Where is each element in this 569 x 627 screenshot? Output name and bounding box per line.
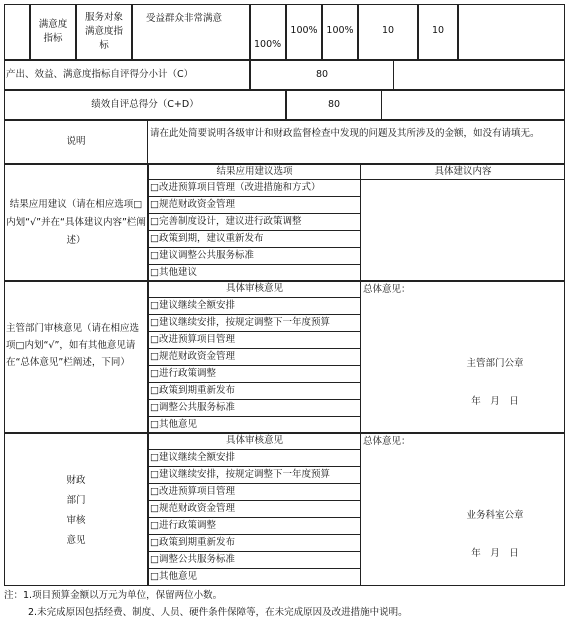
dept-date: 年 月 日 [471,396,519,407]
row1-border-c9 [458,4,565,60]
finance-option-6[interactable]: □政策到期重新发布 [148,534,361,551]
result-label: 结果应用建议（请在相应选项□内划“√”并在“具体建议内容”栏阐述） [6,198,146,246]
finance-option-8[interactable]: □其他意见 [148,568,361,585]
finance-options-header: 具体审核意见 [225,435,283,446]
dept-option-2[interactable]: □建议继续安排，按规定调整下一年度预算 [148,314,361,331]
satisfaction-indicator-cell: 满意度指标 [38,19,68,44]
dept-options-header: 具体审核意见 [225,283,283,294]
subtotal-label: 产出、效益、满意度指标自评得分小计（C） [6,69,194,80]
result-content-header-line [361,179,565,180]
row1-border-c5 [286,4,322,60]
finance-option-1[interactable]: □建议继续全额安排 [148,449,361,466]
result-option-4[interactable]: □政策到期，建议重新发布 [148,230,361,247]
dept-option-6[interactable]: □政策到期重新发布 [148,382,361,399]
result-option-3[interactable]: □完善制度设计，建议进行政策调整 [148,213,361,230]
finance-option-5[interactable]: □进行政策调整 [148,517,361,534]
result-option-1[interactable]: □改进预算项目管理（改进措施和方式） [148,179,361,196]
explanation-label: 说明 [66,136,86,147]
finance-label-line-3: 审核 [66,515,86,526]
service-satisfaction-cell: 服务对象满意度指标 [84,12,123,51]
footnote-1: 注：1.项目预算金额以万元为单位，保留两位小数。 [4,590,223,601]
dept-option-7[interactable]: □调整公共服务标准 [148,399,361,416]
target-value-cell: 100% [254,39,282,50]
score-value-cell: 10 [431,25,445,36]
finance-label-line-2: 部门 [66,495,86,506]
row1-border-c2 [76,4,132,60]
dept-option-5[interactable]: □进行政策调整 [148,365,361,382]
dept-seal: 主管部门公章 [466,358,524,369]
row1-border-c3 [132,4,250,60]
result-option-2[interactable]: □规范财政资金管理 [148,196,361,213]
row1-border-c1 [30,4,76,60]
result-option-5[interactable]: □建议调整公共服务标准 [148,247,361,264]
total-label: 绩效自评总得分（C+D） [91,99,199,110]
total-value: 80 [327,99,341,110]
dept-label: 主管部门审核意见（请在相应选项□内划“√”，如有其他意见请在“总体意见”栏阐述，下同） [6,323,140,368]
subtotal-value-border [250,60,394,90]
row1-border-c4 [250,4,286,60]
row1-border-c6 [322,4,358,60]
dept-overall-label: 总体意见： [363,284,411,295]
finance-date: 年 月 日 [471,548,519,559]
result-options-header: 结果应用建议选项 [216,166,293,177]
total-value-border [286,90,382,120]
completion-value-cell: 100% [326,25,354,36]
dept-option-3[interactable]: □改进预算项目管理 [148,331,361,348]
dept-option-1[interactable]: □建议继续全额安排 [148,297,361,314]
finance-label-line-1: 财政 [66,475,86,486]
subtotal-value: 80 [315,69,329,80]
row1-blank-cell [4,4,30,60]
finance-seal: 业务科室公章 [466,510,524,521]
footnote-2: 2.未完成原因包括经费、制度、人员、硬件条件保障等，在未完成原因及改进措施中说明。 [28,607,408,618]
dept-option-8[interactable]: □其他意见 [148,416,361,433]
actual-value-cell: 100% [290,25,318,36]
explanation-text: 请在此处简要说明各级审计和财政监督检查中发现的问题及其所涉及的金额，如没有请填无。 [150,128,540,139]
finance-label-border [4,433,148,586]
result-content-header: 具体建议内容 [434,166,492,177]
finance-option-4[interactable]: □规范财政资金管理 [148,500,361,517]
finance-option-3[interactable]: □改进预算项目管理 [148,483,361,500]
row1-border-c7 [358,4,418,60]
finance-option-2[interactable]: □建议继续安排，按规定调整下一年度预算 [148,466,361,483]
finance-option-7[interactable]: □调整公共服务标准 [148,551,361,568]
result-option-6[interactable]: □其他建议 [148,264,361,281]
finance-overall-label: 总体意见： [363,436,411,447]
dept-option-4[interactable]: □规范财政资金管理 [148,348,361,365]
weight-value-cell: 10 [381,25,395,36]
finance-label-line-4: 意见 [66,535,86,546]
row1-border-c8 [418,4,458,60]
beneficiary-satisfied-cell: 受益群众非常满意 [146,13,223,24]
